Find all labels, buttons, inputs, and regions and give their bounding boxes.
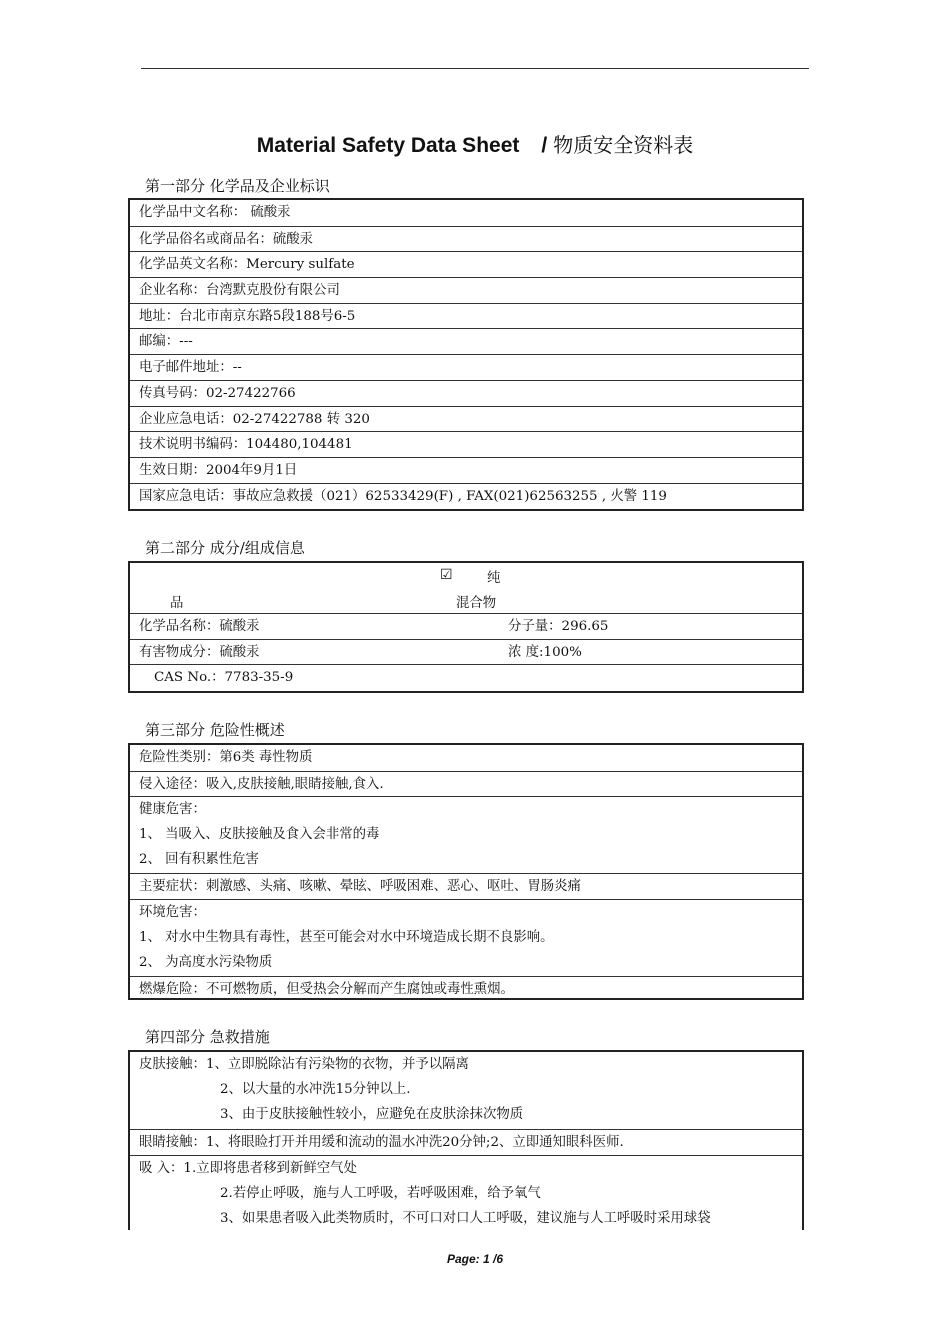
exposure-route: 侵入途径：吸入,皮肤接触,眼睛接触,食入. [130,771,802,797]
table-row: 化学品英文名称：Mercury sulfate [130,251,802,277]
cas-number: CAS No.：7783-35-9 [130,664,802,690]
purity-row [130,563,802,613]
skin-contact-step: 3、由于皮肤接触性较小，应避免在皮肤涂抹次物质 [220,1107,524,1122]
health-hazard-title: 健康危害： [139,802,206,818]
table-row: 化学品俗名或商品名：硫酸汞 [130,226,802,252]
section-4-heading: 第四部分 急救措施 [145,1028,270,1046]
product-label: 品 [170,596,184,611]
header-rule [141,68,809,69]
health-hazard-item: 2、 回有积累性危害 [139,852,259,868]
mixture-label: 混合物 [456,596,497,611]
table-row: 传真号码：02-27422766 [130,380,802,406]
hazard-category: 危险性类别：第6类 毒性物质 [139,750,313,765]
molecular-weight: 分子量：296.65 [508,619,609,634]
environmental-hazard-item: 1、 对水中生物具有毒性，甚至可能会对水中环境造成长期不良影响。 [139,930,554,946]
section-2-heading: 第二部分 成分/组成信息 [145,539,305,557]
table-row: 企业应急电话：02-27422788 转 320 [130,406,802,432]
section-3-heading: 第三部分 危险性概述 [145,721,285,739]
fire-explosion-hazard: 燃爆危险：不可燃物质，但受热会分解而产生腐蚀或毒性熏烟。 [130,976,802,1002]
section-1-heading: 第一部分 化学品及企业标识 [145,177,330,195]
inhalation-step: 3、如果患者吸入此类物质时，不可口对口人工呼吸，建议施与人工呼吸时采用球袋 [220,1210,711,1226]
table-row: 电子邮件地址：-- [130,354,802,380]
health-hazard-item: 1、 当吸入、皮肤接触及食入会非常的毒 [139,827,380,843]
section-4-table [128,1050,804,1230]
table-row: 企业名称：台湾默克股份有限公司 [130,277,802,303]
eye-contact: 眼睛接触：1、将眼睑打开并用缓和流动的温水冲洗20分钟;2、立即通知眼科医师. [130,1129,802,1155]
skin-contact-block [130,1052,802,1129]
inhalation-step: 吸 入：1.立即将患者移到新鲜空气处 [139,1160,357,1176]
hazardous-component: 有害物成分：硫酸汞 [139,644,260,660]
skin-contact-step: 2、以大量的水冲洗15分钟以上. [220,1082,411,1097]
skin-contact-step: 皮肤接触：1、立即脱除沾有污染物的衣物，并予以隔离 [139,1057,469,1072]
table-row: 技术说明书编码：104480,104481 [130,431,802,457]
section-3-table [128,743,804,1000]
section-2-table [128,561,804,693]
environmental-hazard-title: 环境危害： [139,905,206,921]
table-row: 化学品中文名称： 硫酸汞 [139,205,291,220]
table-row: 地址：台北市南京东路5段188号6-5 [130,303,802,329]
chemical-name: 化学品名称：硫酸汞 [139,619,260,634]
pure-label: 纯 [487,571,501,586]
title-chinese: 物质安全资料表 [553,133,694,157]
inhalation-block [130,1155,802,1232]
inhalation-step: 2.若停止呼吸，施与人工呼吸，若呼吸困难，给予氧气 [220,1185,541,1201]
section-1-table [128,198,804,511]
title-separator: / [541,134,548,157]
title-english: Material Safety Data Sheet [256,134,520,157]
concentration: 浓 度:100% [508,644,582,660]
table-row [130,639,802,665]
table-row: 邮编：--- [130,328,802,354]
environmental-hazard-block [130,899,802,976]
page-number: Page: 1 /6 [446,1252,504,1266]
checkbox-checked-icon: ☑ [440,567,453,583]
health-hazard-block [130,796,802,873]
environmental-hazard-item: 2、 为高度水污染物质 [139,955,273,971]
table-row: 国家应急电话：事故应急救援（021）62533429(F) , FAX(021)62563255 , 火警 119 [130,483,802,509]
document-title [0,129,950,162]
main-symptoms: 主要症状：刺激感、头痛、咳嗽、晕眩、呼吸困难、恶心、呕吐、胃肠炎痛 [130,873,802,899]
table-row: 生效日期：2004年9月1日 [130,457,802,483]
table-row [130,613,802,639]
